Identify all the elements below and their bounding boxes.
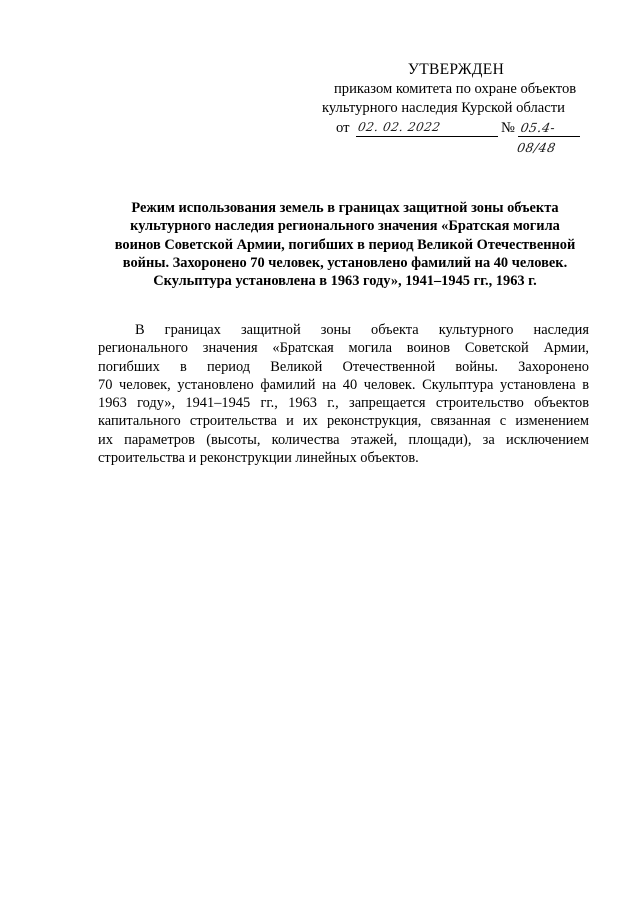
approval-line-1: приказом комитета по охране объектов bbox=[334, 80, 577, 97]
heading-line: Режим использования земель в границах защитной зоны объекта bbox=[131, 200, 559, 216]
heading-line: воинов Советской Армии, погибших в период Великой Отечественной bbox=[114, 236, 576, 253]
approval-date-number-row bbox=[318, 119, 588, 154]
body-line: В границах защитной зоны объекта культурного наследия bbox=[135, 322, 589, 338]
heading-line: культурного наследия регионального значения «Братская могила bbox=[130, 218, 560, 235]
body-line: их параметров (высоты, количества этажей, площади), за исключением bbox=[98, 431, 589, 448]
body-line: 70 человек, установлено фамилий на 40 человек. Скульптура установлена в bbox=[98, 376, 589, 393]
body-paragraph bbox=[98, 321, 589, 467]
approval-title: УТВЕРЖДЕН bbox=[407, 61, 505, 78]
handwritten-number: 05.4-08/48 bbox=[516, 119, 558, 154]
heading-line: Скульптура установлена в 1963 году», 1941–1945 гг., 1963 г. bbox=[153, 273, 537, 290]
body-line: строительства и реконструкции линейных объектов. bbox=[98, 450, 419, 467]
heading-line: войны. Захоронено 70 человек, установлено фамилий на 40 человек. bbox=[122, 254, 568, 271]
date-prefix: от bbox=[336, 119, 350, 136]
approval-line-2: культурного наследия Курской области bbox=[322, 100, 565, 116]
approval-block bbox=[318, 60, 588, 154]
body-line: регионального значения «Братская могила воинов Советской Армии, bbox=[98, 340, 589, 357]
document-heading bbox=[100, 199, 590, 290]
handwritten-date: 02. 02. 2022 bbox=[356, 119, 442, 134]
body-line: 1963 году», 1941–1945 гг., 1963 г., запрещается строительство объектов bbox=[98, 395, 589, 412]
body-line: капитального строительства и их реконструкция, связанная с изменением bbox=[98, 413, 589, 430]
number-prefix: № bbox=[501, 119, 515, 136]
body-line: погибших в период Великой Отечественной войны. Захоронено bbox=[98, 358, 589, 375]
